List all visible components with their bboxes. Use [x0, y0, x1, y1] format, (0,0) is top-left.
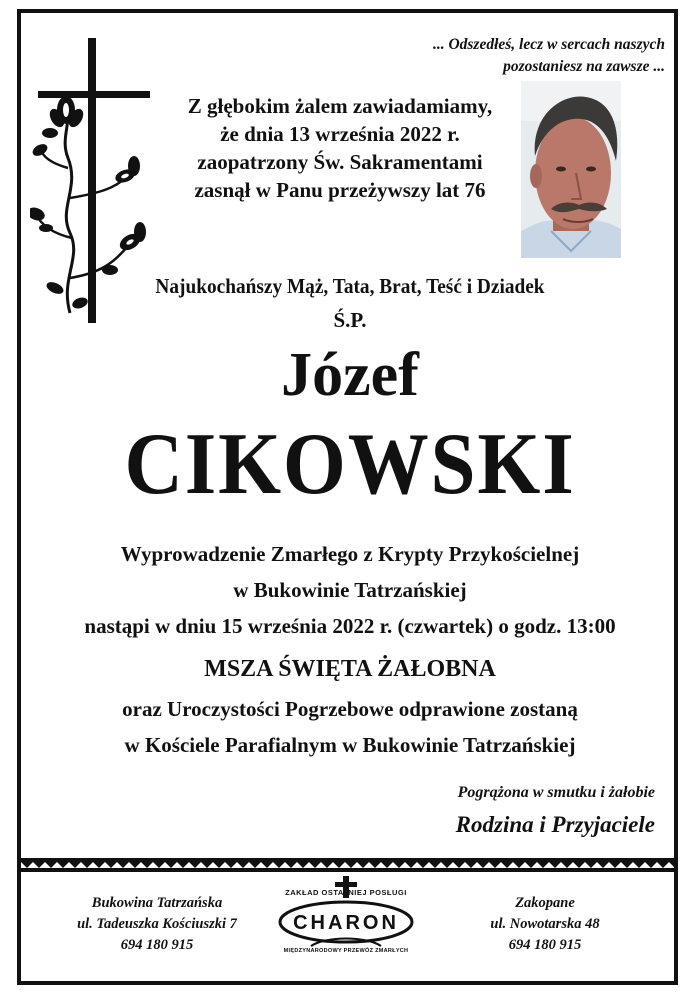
divider-triangle — [201, 862, 213, 868]
mourners-line-2: Rodzina i Przyjaciele — [455, 812, 655, 837]
right-street: ul. Nowotarska 48 — [490, 916, 600, 932]
mourners-line-1: Pogrążona w smutku i żałobie — [457, 784, 655, 801]
relation-line: Najukochańszy Mąż, Tata, Brat, Teść i Dziadek — [155, 274, 545, 298]
divider-triangle — [501, 862, 513, 868]
divider-triangle — [129, 862, 141, 868]
divider-triangle — [81, 862, 93, 868]
divider-triangle — [669, 862, 674, 868]
divider-triangle — [165, 862, 177, 868]
divider-triangle — [33, 862, 45, 868]
mass-title: MSZA ŚWIĘTA ŻAŁOBNA — [204, 656, 496, 682]
divider-triangle — [465, 862, 477, 868]
divider-triangle — [105, 862, 117, 868]
divider-triangle — [633, 862, 645, 868]
divider-triangle — [489, 862, 501, 868]
divider-triangle — [297, 862, 309, 868]
divider-triangle — [441, 862, 453, 868]
divider-triangle — [225, 862, 237, 868]
intro-line-3: zaopatrzony Św. Sakramentami — [197, 150, 483, 174]
footer-address-left — [42, 893, 272, 956]
left-phone: 694 180 915 — [120, 937, 194, 953]
divider-triangle — [609, 862, 621, 868]
decorative-divider — [21, 858, 674, 872]
charon-logo — [271, 876, 421, 976]
divider-triangle — [93, 862, 105, 868]
divider-triangle — [585, 862, 597, 868]
divider-triangle — [657, 862, 669, 868]
divider-triangle — [369, 862, 381, 868]
mass-line-2: w Kościele Parafialnym w Bukowinie Tatrzańskiej — [124, 733, 576, 757]
right-phone: 694 180 915 — [508, 937, 582, 953]
first-name: Józef — [281, 341, 419, 409]
logo-brand: CHARON — [293, 912, 399, 934]
divider-triangle — [549, 862, 561, 868]
divider-triangle — [45, 862, 57, 868]
divider-triangle — [381, 862, 393, 868]
divider-triangle — [525, 862, 537, 868]
divider-triangle — [141, 862, 153, 868]
logo-top-text: ZAKŁAD OSTATNIEJ POSŁUGI — [285, 888, 407, 897]
intro-line-4: zasnął w Panu przeżywszy lat 76 — [194, 178, 486, 202]
motto-line-1: ... Odszedłeś, lecz w sercach naszych — [432, 36, 665, 53]
funeral-line-2: w Bukowinie Tatrzańskiej — [233, 578, 467, 602]
divider-triangle — [453, 862, 465, 868]
divider-triangle — [333, 862, 345, 868]
divider-triangle — [537, 862, 549, 868]
divider-triangle — [357, 862, 369, 868]
divider-triangle — [477, 862, 489, 868]
divider-triangle — [177, 862, 189, 868]
motto-line-2: pozostaniesz na zawsze ... — [503, 58, 665, 75]
divider-triangle — [213, 862, 225, 868]
funeral-line-3: nastąpi w dniu 15 września 2022 r. (czwartek) o godz. 13:00 — [84, 614, 616, 638]
divider-triangle — [405, 862, 417, 868]
divider-triangle — [645, 862, 657, 868]
divider-triangle — [429, 862, 441, 868]
intro-line-2: że dnia 13 września 2022 r. — [220, 122, 460, 146]
left-city: Bukowina Tatrzańska — [91, 895, 223, 911]
divider-triangle — [321, 862, 333, 868]
logo-bottom-text: MIĘDZYNARODOWY PRZEWÓZ ZMARŁYCH — [283, 948, 409, 954]
divider-triangle — [573, 862, 585, 868]
right-city: Zakopane — [515, 895, 575, 911]
left-street: ul. Tadeuszka Kościuszki 7 — [77, 916, 237, 932]
divider-triangle — [21, 862, 33, 868]
divider-triangle — [273, 862, 285, 868]
motto — [335, 34, 665, 78]
intro-line-1: Z głębokim żalem zawiadamiamy, — [187, 94, 493, 118]
deceased-photo — [521, 81, 621, 258]
sp-prefix: Ś.P. — [333, 308, 367, 332]
divider-triangle — [345, 862, 357, 868]
mass-details — [30, 691, 670, 763]
divider-triangle — [249, 862, 261, 868]
divider-triangle — [513, 862, 525, 868]
funeral-details — [30, 536, 670, 644]
divider-triangle — [309, 862, 321, 868]
divider-triangle — [393, 862, 405, 868]
mass-line-1: oraz Uroczystości Pogrzebowe odprawione zostaną — [122, 697, 578, 721]
divider-triangle — [261, 862, 273, 868]
divider-triangle — [285, 862, 297, 868]
divider-triangle — [561, 862, 573, 868]
divider-triangle — [57, 862, 69, 868]
divider-triangle — [597, 862, 609, 868]
announcement-intro — [160, 92, 520, 204]
divider-triangle — [189, 862, 201, 868]
divider-triangle — [621, 862, 633, 868]
footer-address-right — [430, 893, 660, 956]
divider-triangle — [69, 862, 81, 868]
divider-triangle — [417, 862, 429, 868]
funeral-line-1: Wyprowadzenie Zmarłego z Krypty Przykościelnej — [120, 542, 580, 566]
last-name: CIKOWSKI — [124, 416, 576, 513]
divider-triangle — [153, 862, 165, 868]
divider-triangle — [237, 862, 249, 868]
divider-triangle — [117, 862, 129, 868]
